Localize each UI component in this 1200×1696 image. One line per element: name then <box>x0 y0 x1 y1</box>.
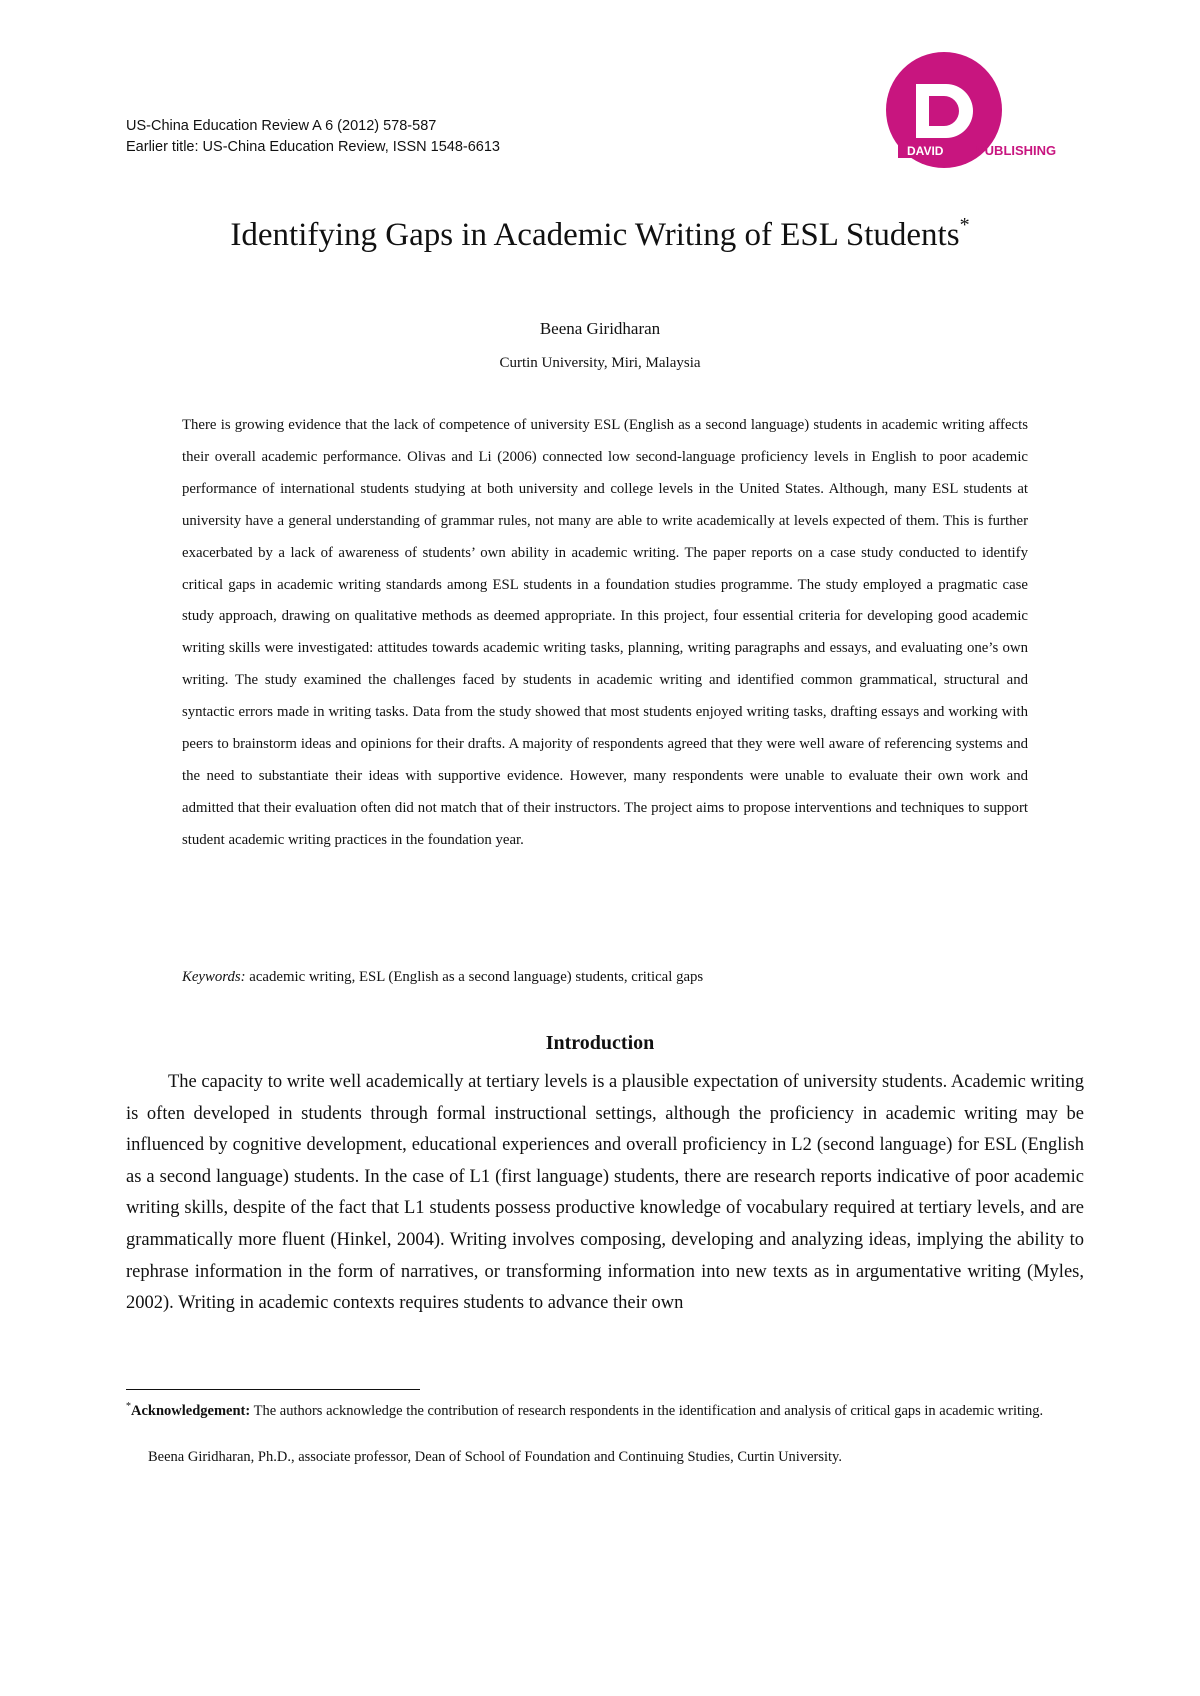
footnote-divider <box>126 1389 420 1390</box>
section-heading-introduction: Introduction <box>545 1032 655 1054</box>
publisher-logo <box>876 50 1086 172</box>
journal-earlier-title: Earlier title: US-China Education Review, ISSN 1548-6613 <box>126 139 500 155</box>
logo-david-text: DAVID <box>907 144 944 158</box>
footnote-acknowledgement <box>126 1401 1084 1421</box>
journal-header <box>126 116 500 158</box>
author-affiliation: Curtin University, Miri, Malaysia <box>499 355 701 371</box>
title-footnote-mark: * <box>959 214 970 236</box>
introduction-paragraph: The capacity to write well academically at tertiary levels is a plausible expectation of university students. Academic writing is often developed in students through formal instructional settings, although the proficiency in academic writing may be influenced by cognitive development, educational experiences and overall proficiency in L2 (second language) for ESL (English as a second language) students. In the case of L1 (first language) students, there are research reports indicative of poor academic writing skills, despite of the fact that L1 students possess productive knowledge of vocabulary required at tertiary levels, and are grammatically more fluent (Hinkel, 2004). Writing involves composing, developing and analyzing ideas, implying the ability to rephrase information in the form of narratives, or transforming information into new texts as in argumentative writing (Myles, 2002). Writing in academic contexts requires students to advance their own <box>126 1072 1084 1314</box>
keywords-label: Keywords: <box>182 969 246 985</box>
footnote-mark: * <box>126 1401 131 1412</box>
footnote-author-note: Beena Giridharan, Ph.D., associate professor, Dean of School of Foundation and Continuing Studies, Curtin University. <box>148 1449 842 1465</box>
acknowledgement-label: Acknowledgement: <box>131 1403 251 1419</box>
author-name: Beena Giridharan <box>539 319 661 338</box>
journal-citation: US-China Education Review A 6 (2012) 578-587 <box>126 118 437 134</box>
paper-title <box>0 214 1200 256</box>
keywords-text: academic writing, ESL (English as a second language) students, critical gaps <box>249 969 704 985</box>
logo-publishing-text: PUBLISHING <box>976 143 1057 158</box>
abstract: There is growing evidence that the lack of competence of university ESL (English as a second language) students in academic writing affects their overall academic performance. Olivas and Li (2006) connected low second-language proficiency levels in English to poor academic performance of international students studying at both university and college levels in the United States. Although, many ESL students at university have a general understanding of grammar rules, not many are able to write academically at levels expected of them. This is further exacerbated by a lack of awareness of students’ own ability in academic writing. The paper reports on a case study conducted to identify critical gaps in academic writing standards among ESL students in a foundation studies programme. The study employed a pragmatic case study approach, drawing on qualitative methods as deemed appropriate. In this project, four essential criteria for developing good academic writing skills were investigated: attitudes towards academic writing tasks, planning, writing paragraphs and essays, and evaluating one’s own writing. The study examined the challenges faced by students in academic writing and identified common grammatical, structural and syntactic errors made in writing tasks. Data from the study showed that most students enjoyed writing tasks, drafting essays and working with peers to brainstorm ideas and opinions for their drafts. A majority of respondents agreed that they were well aware of referencing systems and the need to substantiate their ideas with supportive evidence. However, many respondents were unable to evaluate their own work and admitted that their evaluation often did not match that of their instructors. The project aims to propose interventions and techniques to support student academic writing practices in the foundation year. <box>182 417 1028 848</box>
acknowledgement-text: The authors acknowledge the contribution of research respondents in the identification and analysis of critical gaps in academic writing. <box>253 1403 1044 1419</box>
keywords <box>182 966 1028 988</box>
paper-title-text: Identifying Gaps in Academic Writing of ESL Students <box>230 217 960 253</box>
